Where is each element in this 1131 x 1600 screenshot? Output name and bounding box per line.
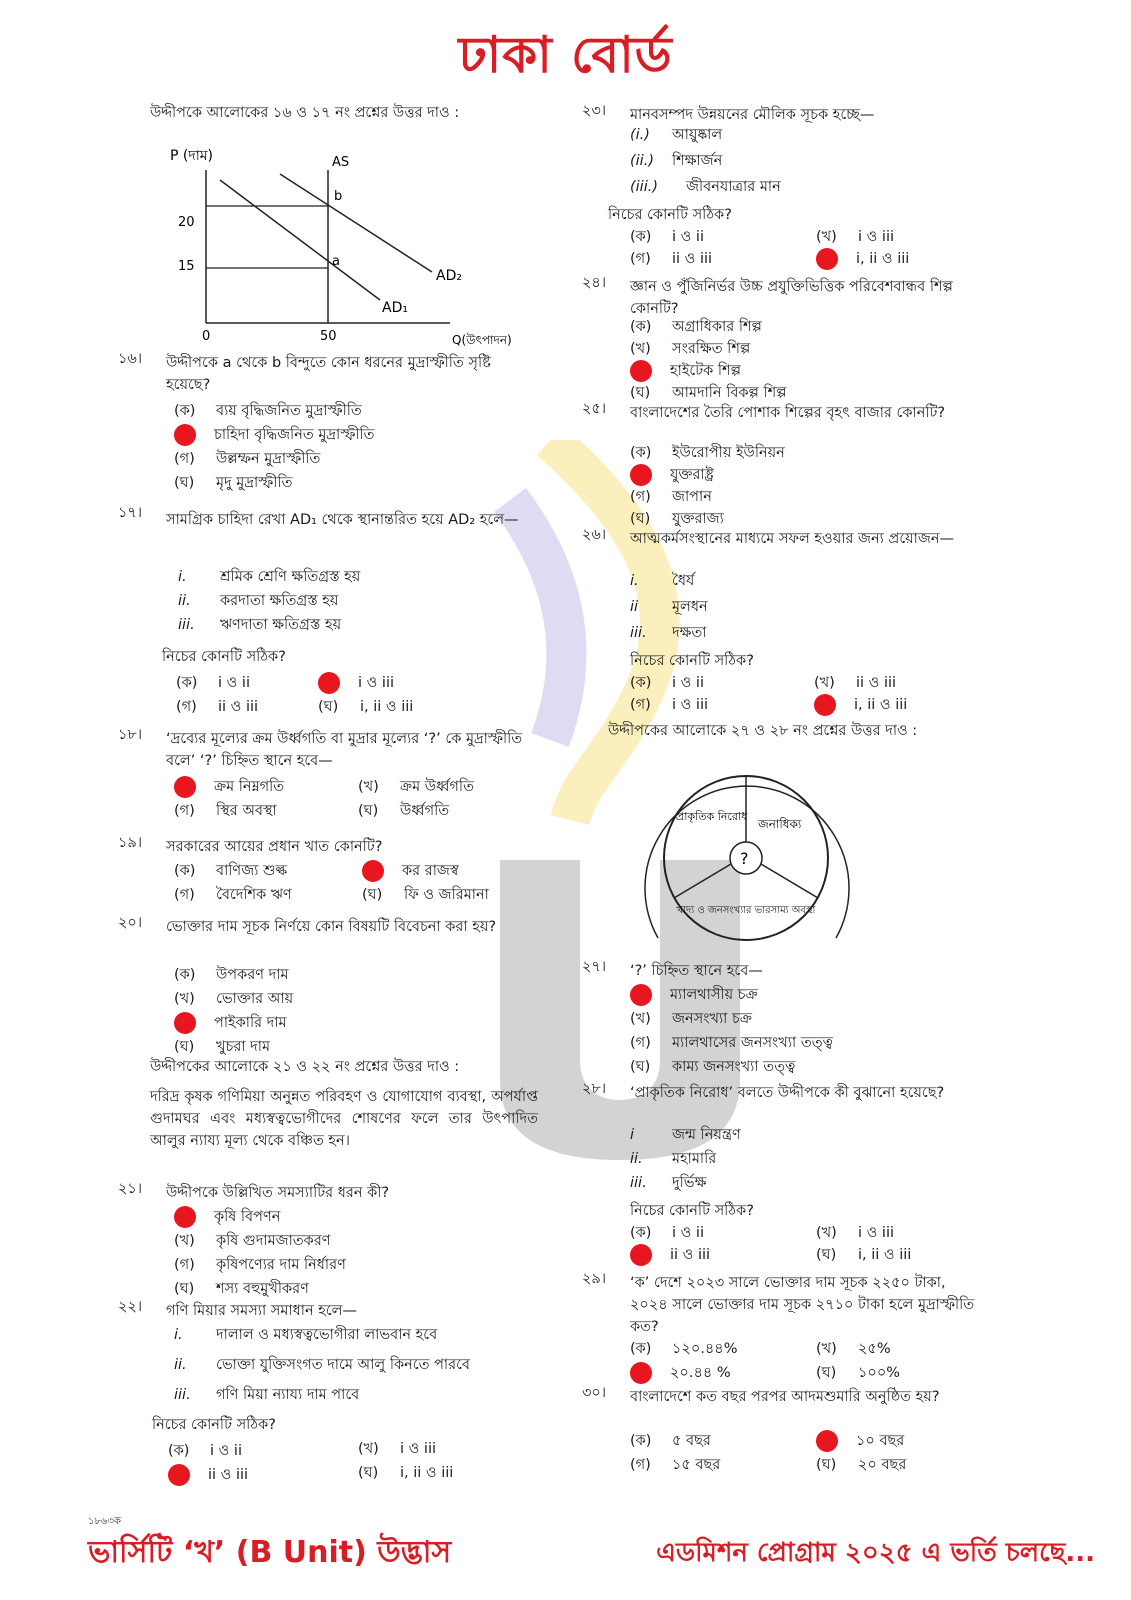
answer-marker	[174, 1012, 196, 1034]
ad1-label: AD₁	[382, 300, 408, 316]
answer-marker	[174, 424, 196, 446]
option-ka[interactable]: (ক) ৫ বছর	[630, 1433, 711, 1449]
question-text: গণি মিয়ার সমস্যা সমাধান হলে—	[166, 1303, 357, 1319]
chart-y-label: P (দাম)	[170, 148, 214, 164]
option-ka[interactable]: (ক) i ও ii	[176, 675, 250, 691]
statement-ii: ii মূলধন	[630, 599, 708, 615]
answer-marker	[814, 694, 836, 716]
ad2-label: AD₂	[436, 268, 462, 284]
question-number: ১৯।	[118, 835, 143, 851]
question-text: জ্ঞান ও পুঁজিনির্ভর উচ্চ প্রযুক্তিভিত্তিক পরিবেশবান্ধব শিল্প কোনটি?	[630, 279, 953, 317]
question-number: ২৪।	[582, 275, 607, 291]
option-gha[interactable]: (ঘ) ১০০%	[816, 1365, 901, 1381]
option-ka[interactable]: (ক) ব্যয় বৃদ্ধিজনিত মুদ্রাস্ফীতি	[174, 403, 362, 419]
option-ka-answer[interactable]: ক্রম নিম্নগতি	[174, 776, 284, 798]
option-kha-answer[interactable]: যুক্তরাষ্ট্র	[630, 464, 714, 486]
ad2-curve	[280, 174, 432, 272]
answer-marker	[816, 248, 838, 270]
option-ga[interactable]: (গ) বৈদেশিক ঋণ	[174, 887, 292, 903]
option-ka[interactable]: (ক) i ও ii	[630, 229, 704, 245]
option-gha[interactable]: (ঘ) i, ii ও iii	[318, 699, 414, 715]
question-text: উদ্দীপকে a থেকে b বিন্দুতে কোন ধরনের মুদ্রাস্ফীতি সৃষ্টি হয়েছে?	[166, 355, 491, 393]
right-column	[582, 104, 982, 1504]
chart-y-tick-15: 15	[178, 259, 195, 274]
intro-27-28: উদ্দীপকের আলোকে ২৭ ও ২৮ নং প্রশ্নের উত্তর দাও :	[608, 723, 918, 739]
option-ka[interactable]: (ক) i ও ii	[630, 675, 704, 691]
question-text: ‘প্রাকৃতিক নিরোধ’ বলতে উদ্দীপকে কী বুঝানো হয়েছে?	[630, 1085, 945, 1101]
option-kha[interactable]: (খ) i ও iii	[358, 1441, 437, 1457]
question-text: সরকারের আয়ের প্রধান খাত কোনটি?	[166, 839, 383, 855]
which-correct: নিচের কোনটি সঠিক?	[608, 207, 732, 223]
question-number: ২২।	[118, 1299, 143, 1315]
question-text: ভোক্তার দাম সূচক নির্ণয়ে কোন বিষয়টি বিবেচনা করা হয়?	[166, 919, 497, 935]
option-ga-answer[interactable]: হাইটেক শিল্প	[630, 360, 741, 382]
option-gha[interactable]: (ঘ) ২০ বছর	[816, 1457, 907, 1473]
option-gha-answer[interactable]: i, ii ও iii	[816, 248, 909, 270]
statement-iii: iii. ঋণদাতা ক্ষতিগ্রস্ত হয়	[178, 617, 342, 633]
option-ga[interactable]: (গ) ii ও iii	[630, 251, 713, 267]
which-correct: নিচের কোনটি সঠিক?	[152, 1417, 276, 1433]
cycle-segment-overpopulation: জনাধিক্য	[758, 817, 802, 831]
option-gha[interactable]: (ঘ) শস্য বহুমুখীকরণ	[174, 1281, 309, 1297]
question-number: ২৮।	[582, 1081, 607, 1097]
statement-iii: iii. দুর্ভিক্ষ	[630, 1175, 707, 1191]
option-kha[interactable]: (খ) সংরক্ষিত শিল্প	[630, 341, 751, 357]
which-correct: নিচের কোনটি সঠিক?	[630, 1203, 754, 1219]
option-kha[interactable]: (খ) ২৫%	[816, 1341, 891, 1357]
question-text: ‘দ্রব্যের মূল্যের ক্রম উর্ধ্বগতি বা মুদ্রার মূল্যের ‘?’ কে মুদ্রাস্ফীতি বলে’ ‘?’ চিহ্নিত স্থানে হবে—	[166, 731, 523, 769]
option-ga[interactable]: (গ) জাপান	[630, 489, 712, 505]
option-kha[interactable]: (খ) i ও iii	[816, 1225, 895, 1241]
answer-marker	[630, 1362, 652, 1384]
option-ka[interactable]: (ক) ইউরোপীয় ইউনিয়ন	[630, 445, 785, 461]
question-text: ‘?’ চিহ্নিত স্থানে হবে—	[630, 963, 763, 979]
option-kha[interactable]: (খ) কৃষি গুদামজাতকরণ	[174, 1233, 331, 1249]
statement-ii: ii. মহামারি	[630, 1151, 717, 1167]
option-ka[interactable]: (ক) i ও ii	[168, 1443, 242, 1459]
question-number: ১৬।	[118, 351, 143, 367]
ad1-curve	[220, 180, 380, 300]
option-ga[interactable]: (গ) ম্যালথাসের জনসংখ্যা তত্ত্ব	[630, 1035, 833, 1051]
chart-y-tick-20: 20	[178, 215, 195, 230]
which-correct: নিচের কোনটি সঠিক?	[630, 653, 754, 669]
option-gha[interactable]: (ঘ) আমদানি বিকল্প শিল্প	[630, 385, 787, 401]
option-ka[interactable]: (ক) ১২০.৪৪%	[630, 1341, 738, 1357]
option-ka[interactable]: (ক) উপকরণ দাম	[174, 967, 289, 983]
footer-brand: ভার্সিটি ‘খ’ (B Unit) উদ্ভাস	[88, 1535, 452, 1570]
option-gha[interactable]: (ঘ) খুচরা দাম	[174, 1039, 271, 1055]
question-text: ‘ক’ দেশে ২০২৩ সালে ভোক্তার দাম সূচক ২২৫০ টাকা, ২০২৪ সালে ভোক্তার দাম সূচক ২৭১০ টাকা হলে মুদ্রাস্ফীতি কত?	[630, 1275, 975, 1335]
question-number: ২৯।	[582, 1271, 607, 1287]
answer-marker	[362, 860, 384, 882]
option-ka-answer[interactable]: ম্যালথাসীয় চক্র	[630, 984, 758, 1006]
point-b-label: b	[334, 189, 343, 204]
question-number: ২৬।	[582, 527, 607, 543]
answer-marker	[630, 464, 652, 486]
statement-iii: iii. গণি মিয়া ন্যায্য দাম পাবে	[174, 1387, 360, 1403]
intro-21-22: উদ্দীপকের আলোকে ২১ ও ২২ নং প্রশ্নের উত্তর দাও :	[150, 1059, 460, 1075]
page-title: ঢাকা বোর্ড	[458, 26, 673, 84]
question-number: ৩০।	[582, 1385, 607, 1401]
option-ga[interactable]: (গ) i ও iii	[630, 697, 709, 713]
question-text: আত্মকর্মসংস্থানের মাধ্যমে সফল হওয়ার জন্য প্রয়োজন—	[630, 531, 955, 547]
passage: দরিদ্র কৃষক গণিমিয়া অনুন্নত পরিবহণ ও যোগাযোগ ব্যবস্থা, অপর্যাপ্ত গুদামঘর এবং মধ্যস্বত্বভোগীদের শোষণের ফলে তার উৎপাদিত আলুর ন্যায্য মূল্য থেকে বঞ্চিত হন।	[150, 1089, 538, 1149]
option-kha-answer[interactable]: চাহিদা বৃদ্ধিজনিত মুদ্রাস্ফীতি	[174, 424, 375, 446]
as-label: AS	[332, 155, 350, 170]
question-text: বাংলাদেশের তৈরি পোশাক শিল্পের বৃহৎ বাজার কোনটি?	[630, 405, 946, 421]
option-ka[interactable]: (ক) বাণিজ্য শুল্ক	[174, 863, 288, 879]
question-number: ২১।	[118, 1181, 143, 1197]
option-ga-answer[interactable]: ২০.৪৪ %	[630, 1362, 731, 1384]
question-text: বাংলাদেশে কত বছর পরপর আদমশুমারি অনুষ্ঠিত হয়?	[630, 1389, 940, 1405]
chart-x-label: Q(উৎপাদন)	[452, 333, 512, 347]
option-gha-answer[interactable]: i, ii ও iii	[814, 694, 907, 716]
statement-i: i. দালাল ও মধ্যস্বত্বভোগীরা লাভবান হবে	[174, 1327, 438, 1343]
statement-iii: (iii.) জীবনযাত্রার মান	[630, 179, 781, 195]
chart-x-tick-50: 50	[320, 329, 337, 344]
statement-i: (i.) আয়ুষ্কাল	[630, 127, 723, 143]
option-ga[interactable]: (গ) ১৫ বছর	[630, 1457, 721, 1473]
option-gha[interactable]: (ঘ) যুক্তরাজ্য	[630, 511, 724, 527]
option-kha[interactable]: (খ) ii ও iii	[814, 675, 897, 691]
point-a-label: a	[332, 254, 340, 269]
option-gha[interactable]: (ঘ) i, ii ও iii	[816, 1247, 912, 1263]
option-ka[interactable]: (ক) i ও ii	[630, 1225, 704, 1241]
cycle-segment-natural-check: প্রাকৃতিক নিরোধ	[676, 810, 748, 823]
option-kha-answer[interactable]: কর রাজস্ব	[362, 860, 459, 882]
option-kha[interactable]: (খ) i ও iii	[816, 229, 895, 245]
option-gha[interactable]: (ঘ) মৃদু মুদ্রাস্ফীতি	[174, 475, 293, 491]
question-text: উদ্দীপকে উল্লিখিত সমস্যাটির ধরন কী?	[166, 1185, 390, 1201]
option-ga-answer[interactable]: ii ও iii	[168, 1464, 248, 1486]
question-number: ১৭।	[118, 505, 143, 521]
statement-i: i জন্ম নিয়ন্ত্রণ	[630, 1127, 741, 1143]
option-gha[interactable]: (ঘ) উর্ধ্বগতি	[358, 803, 450, 819]
statement-ii: ii. করদাতা ক্ষতিগ্রস্ত হয়	[178, 593, 339, 609]
question-number: ২৫।	[582, 401, 607, 417]
answer-marker	[630, 984, 652, 1006]
question-number: ২০।	[118, 915, 143, 931]
option-ga-answer[interactable]: ii ও iii	[630, 1244, 710, 1266]
statement-ii: ii. ভোক্তা যুক্তিসংগত দামে আলু কিনতে পারবে	[174, 1357, 471, 1373]
option-gha[interactable]: (ঘ) ফি ও জরিমানা	[362, 887, 489, 903]
answer-marker	[630, 1244, 652, 1266]
answer-marker	[174, 1206, 196, 1228]
option-ga[interactable]: (গ) স্থির অবস্থা	[174, 803, 277, 819]
answer-marker	[174, 776, 196, 798]
question-number: ২৩।	[582, 103, 607, 119]
option-kha[interactable]: (খ) ভোক্তার আয়	[174, 991, 294, 1007]
option-kha-answer[interactable]: i ও iii	[318, 672, 394, 694]
malthus-cycle-diagram	[636, 748, 866, 948]
ad-as-chart	[160, 140, 540, 350]
page-number: ১৮৬৩ক	[88, 1516, 121, 1527]
question-number: ১৮।	[118, 727, 143, 743]
option-kha[interactable]: (খ) জনসংখ্যা চক্র	[630, 1011, 752, 1027]
chart-x-tick-0: 0	[202, 329, 211, 344]
footer-admission-banner[interactable]: এডমিশন প্রোগ্রাম ২০২৫ এ ভর্তি চলছে...	[656, 1538, 1095, 1568]
question-number: ২৭।	[582, 959, 607, 975]
cycle-center-mark: ?	[740, 849, 749, 868]
option-ga[interactable]: (গ) কৃষিপণ্যের দাম নির্ধারণ	[174, 1257, 346, 1273]
answer-marker	[168, 1464, 190, 1486]
option-gha[interactable]: (ঘ) কাম্য জনসংখ্যা তত্ত্ব	[630, 1059, 796, 1075]
option-kha-answer[interactable]: ১০ বছর	[816, 1430, 904, 1452]
statement-iii: iii. দক্ষতা	[630, 625, 707, 641]
left-column	[118, 100, 538, 1500]
statement-i: i. শ্রমিক শ্রেণি ক্ষতিগ্রস্ত হয়	[178, 569, 361, 585]
option-gha[interactable]: (ঘ) i, ii ও iii	[358, 1465, 454, 1481]
option-ga[interactable]: (গ) ii ও iii	[176, 699, 259, 715]
option-ka-answer[interactable]: কৃষি বিপণন	[174, 1206, 280, 1228]
option-kha[interactable]: (খ) ক্রম উর্ধ্বগতি	[358, 779, 474, 795]
answer-marker	[630, 360, 652, 382]
option-ga-answer[interactable]: পাইকারি দাম	[174, 1012, 287, 1034]
intro-16-17: উদ্দীপকে আলোকের ১৬ ও ১৭ নং প্রশ্নের উত্তর দাও :	[150, 105, 460, 121]
statement-ii: (ii.) শিক্ষার্জন	[630, 153, 723, 169]
option-ka[interactable]: (ক) অগ্রাধিকার শিল্প	[630, 319, 762, 335]
question-text: সামগ্রিক চাহিদা রেখা AD₁ থেকে স্থানান্তরিত হয়ে AD₂ হলে—	[166, 512, 519, 528]
answer-marker	[816, 1430, 838, 1452]
which-correct: নিচের কোনটি সঠিক?	[162, 649, 286, 665]
cycle-segment-equilibrium: খাদ্য ও জনসংখ্যার ভারসাম্য অবস্থা	[676, 905, 816, 916]
question-text: মানবসম্পদ উন্নয়নের মৌলিক সূচক হচ্ছে—	[630, 107, 875, 123]
answer-marker	[318, 672, 340, 694]
option-ga[interactable]: (গ) উল্লম্ফন মুদ্রাস্ফীতি	[174, 451, 321, 467]
statement-i: i. ধৈর্য	[630, 573, 695, 589]
